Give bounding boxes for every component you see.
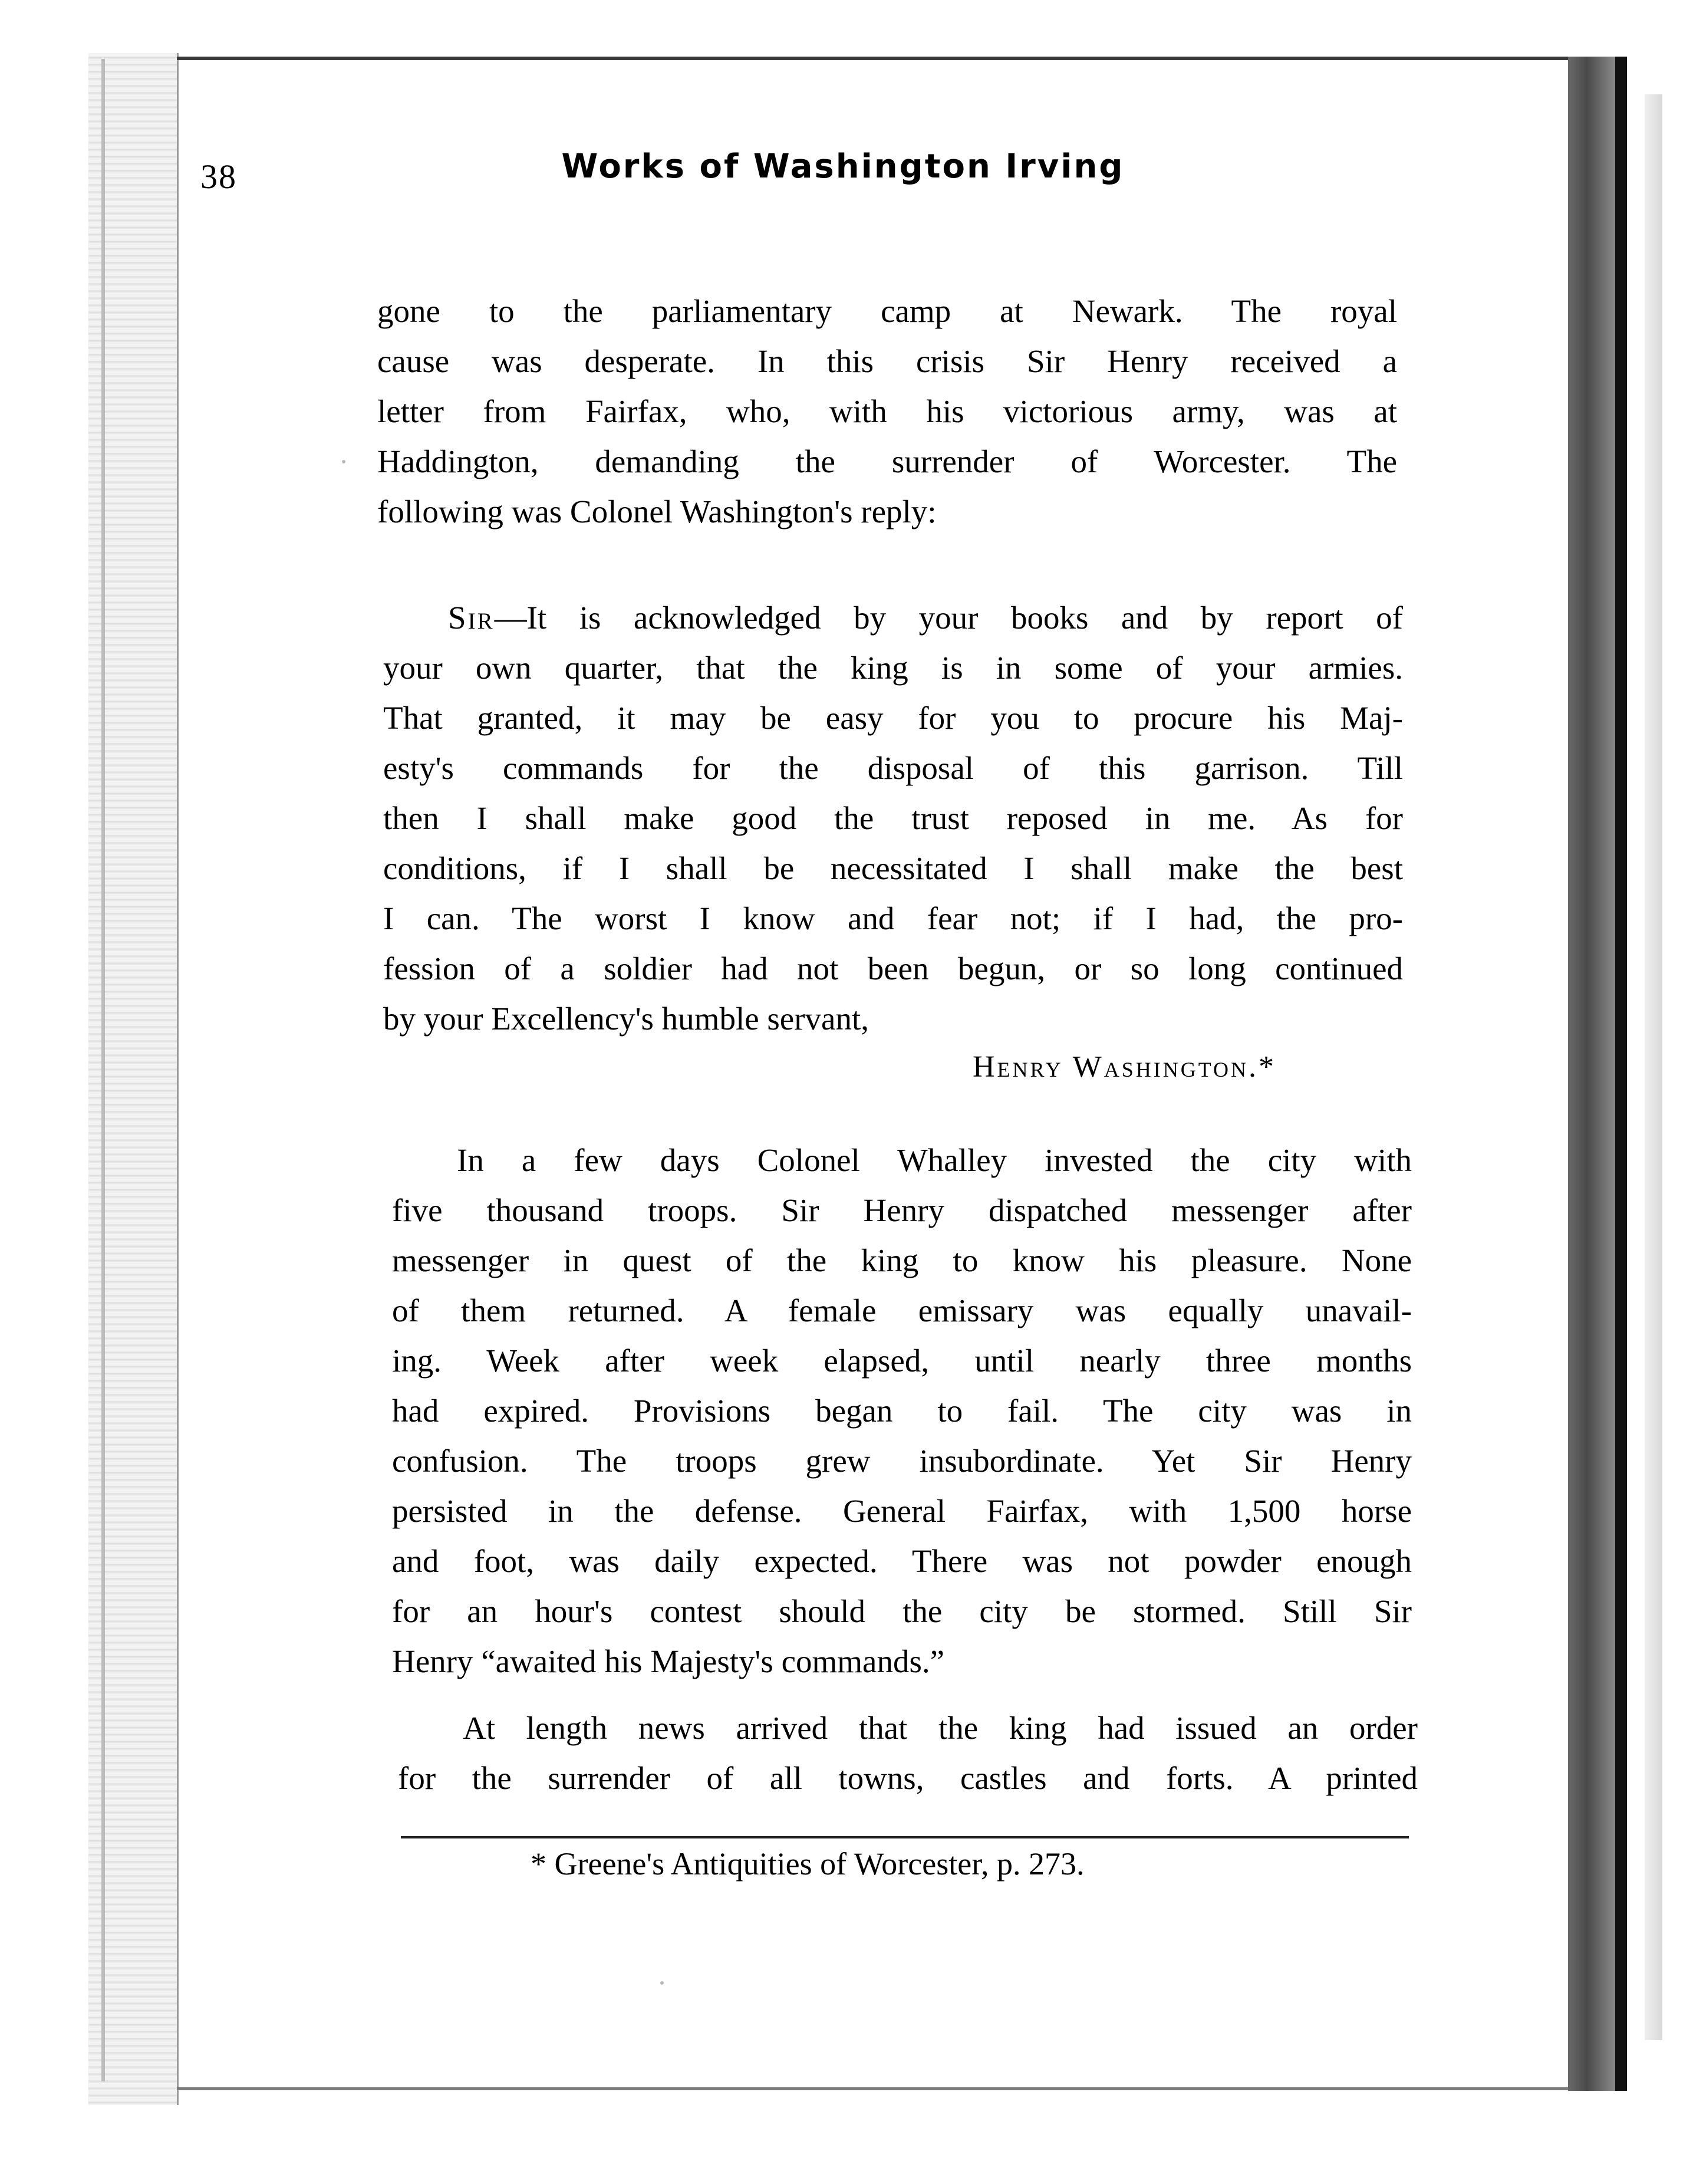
- paragraph-2: [392, 1135, 1412, 1686]
- text-line: Henry “awaited his Majesty's commands.”: [392, 1643, 945, 1679]
- scan-speck: [342, 460, 345, 463]
- letter-block: [383, 593, 1403, 1044]
- text-line: Haddington, demanding the surrender of Worcester. The: [377, 443, 1397, 479]
- text-line: then I shall make good the trust reposed in me. As for: [383, 800, 1403, 836]
- salutation: Sir: [448, 600, 495, 636]
- scan-speck: [660, 1981, 664, 1985]
- text-line: had expired. Provisions began to fail. The city was in: [392, 1393, 1412, 1429]
- text-line: of them returned. A female emissary was equally unavail-: [392, 1292, 1412, 1328]
- text-line: That granted, it may be easy for you to procure his Maj-: [383, 700, 1403, 736]
- text-line: cause was desperate. In this crisis Sir Henry received a: [377, 343, 1397, 379]
- binding-line: [101, 59, 105, 2081]
- text-line: I can. The worst I know and fear not; if I had, the pro-: [383, 900, 1403, 936]
- text-line: persisted in the defense. General Fairfax, with 1,500 horse: [392, 1493, 1412, 1529]
- letter-first-line: [383, 593, 1403, 643]
- text-line: gone to the parliamentary camp at Newark. The royal: [377, 293, 1397, 329]
- text-line: messenger in quest of the king to know his pleasure. None: [392, 1242, 1412, 1278]
- letter-first-line-text: —It is acknowledged by your books and by report of: [494, 600, 1403, 636]
- text-line: conditions, if I shall be necessitated I shall make the best: [383, 850, 1403, 886]
- footnote-rule: [401, 1836, 1409, 1838]
- text-line: In a few days Colonel Whalley invested the city with: [457, 1142, 1412, 1178]
- right-faint-band: [1645, 94, 1662, 2040]
- text-line: by your Excellency's humble servant,: [383, 1001, 869, 1037]
- right-page-shadow: [1568, 57, 1615, 2091]
- top-page-edge: [177, 57, 1598, 60]
- text-line: At length news arrived that the king had issued an order: [463, 1710, 1418, 1746]
- footnote: * Greene's Antiquities of Worcester, p. 273.: [531, 1846, 1085, 1882]
- text-line: for the surrender of all towns, castles and forts. A printed: [398, 1760, 1418, 1796]
- text-line: letter from Fairfax, who, with his victorious army, was at: [377, 393, 1397, 429]
- text-line: ing. Week after week elapsed, until nearly three months: [392, 1343, 1412, 1379]
- text-line: and foot, was daily expected. There was not powder enough: [392, 1543, 1412, 1579]
- bottom-page-edge: [177, 2087, 1598, 2090]
- text-line: esty's commands for the disposal of this garrison. Till: [383, 750, 1403, 786]
- text-line: following was Colonel Washington's reply:: [377, 494, 937, 529]
- text-line: confusion. The troops grew insubordinate. Yet Sir Henry: [392, 1443, 1412, 1479]
- paragraph-3: [398, 1703, 1418, 1803]
- text-line: fession of a soldier had not been begun, or so long continued: [383, 950, 1403, 986]
- text-line: for an hour's contest should the city be stormed. Still Sir: [392, 1593, 1412, 1629]
- text-line: your own quarter, that the king is in some of your armies.: [383, 650, 1403, 686]
- page-number: 38: [200, 157, 237, 196]
- running-head: Works of Washington Irving: [561, 147, 1125, 186]
- paragraph-1: [377, 286, 1397, 537]
- letter-signature: Henry Washington.*: [973, 1050, 1277, 1084]
- right-page-edge: [1615, 57, 1627, 2091]
- text-line: five thousand troops. Sir Henry dispatched messenger after: [392, 1192, 1412, 1228]
